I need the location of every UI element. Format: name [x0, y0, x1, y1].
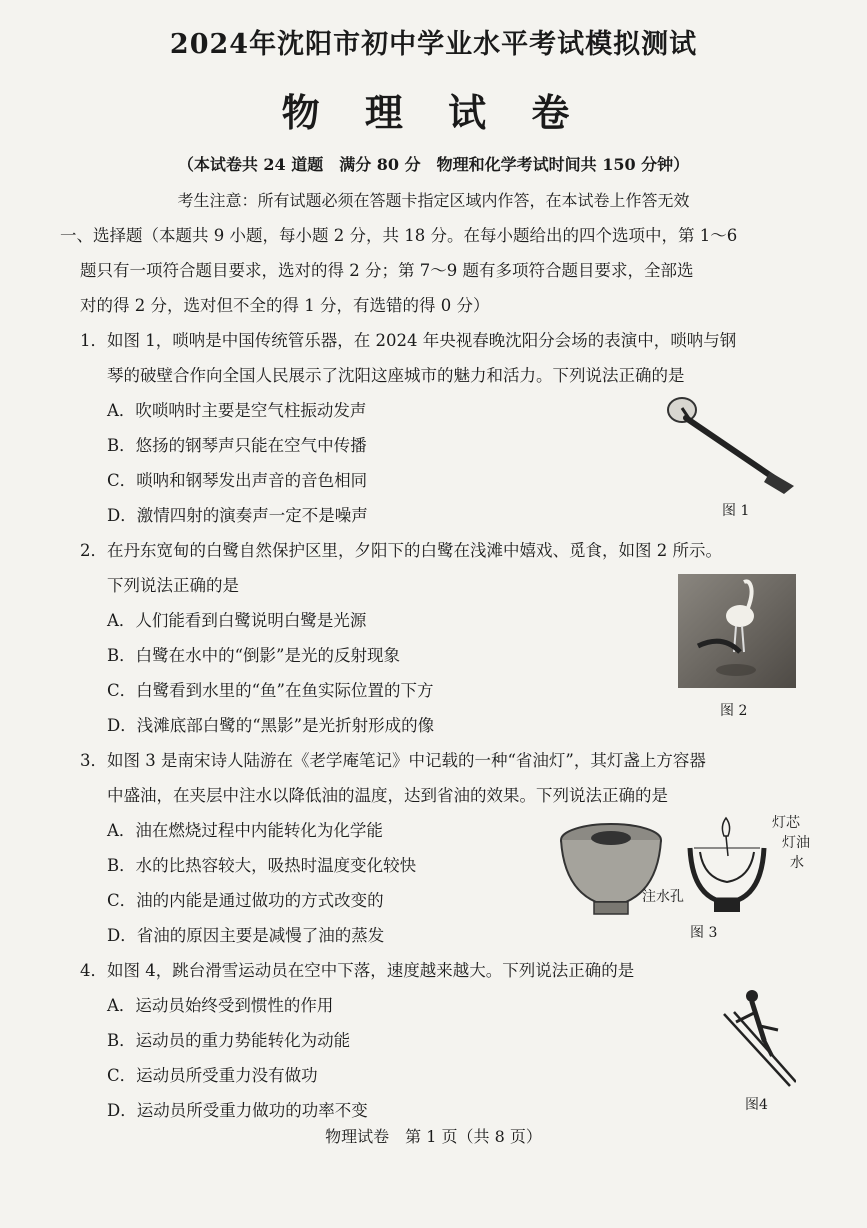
exam-notice: 考生注意：所有试题必须在答题卡指定区域内作答，在本试卷上作答无效 — [177, 191, 690, 210]
suona-figure — [660, 390, 800, 495]
question-4-stem: 4．如图 4，跳台滑雪运动员在空中下落，速度越来越大。下列说法正确的是 — [80, 961, 635, 980]
figure-3-label: 图 3 — [690, 925, 718, 941]
question-2-option-c: C．白鹭看到水里的“鱼”在鱼实际位置的下方 — [107, 681, 434, 700]
figure-1-label: 图 1 — [722, 503, 750, 519]
egret-photo-figure — [678, 574, 796, 688]
question-4-option-a: A．运动员始终受到惯性的作用 — [107, 996, 334, 1015]
exam-title: 2024年沈阳市初中学业水平考试模拟测试 — [169, 29, 698, 60]
question-1-stem: 1．如图 1，唢呐是中国传统管乐器，在 2024 年央视春晚沈阳分会场的表演中，唢呐与钢 — [80, 331, 737, 350]
exam-info: （本试卷共 24 道题 满分 80 分 物理和化学考试时间共 150 分钟） — [177, 155, 690, 174]
question-4-option-b: B．运动员的重力势能转化为动能 — [107, 1031, 351, 1050]
figure-4-label: 图4 — [745, 1097, 768, 1113]
figure-3-part-water: 水 — [790, 855, 804, 871]
figure-3-part-oil: 灯油 — [782, 835, 810, 851]
question-3-stem: 中盛油，在夹层中注水以降低油的温度，达到省油的效果。下列说法正确的是 — [107, 786, 668, 805]
question-2-option-a: A．人们能看到白鹭说明白鹭是光源 — [107, 611, 367, 630]
question-2-option-b: B．白鹭在水中的“倒影”是光的反射现象 — [107, 646, 400, 665]
question-1-stem: 琴的破壁合作向全国人民展示了沈阳这座城市的魅力和活力。下列说法正确的是 — [107, 366, 685, 385]
question-3-option-c: C．油的内能是通过做功的方式改变的 — [107, 891, 384, 910]
question-2-stem: 下列说法正确的是 — [107, 576, 239, 595]
question-4-option-d: D．运动员所受重力做功的功率不变 — [107, 1101, 368, 1120]
question-2-stem: 2．在丹东宽甸的白鹭自然保护区里，夕阳下的白鹭在浅滩中嬉戏、觅食，如图 2 所示。 — [80, 541, 722, 560]
question-1-option-b: B．悠扬的钢琴声只能在空气中传播 — [107, 436, 367, 455]
question-3-option-d: D．省油的原因主要是减慢了油的蒸发 — [107, 926, 385, 945]
question-1-option-a: A．吹唢呐时主要是空气柱振动发声 — [107, 401, 367, 420]
question-1-option-c: C．唢呐和钢琴发出声音的音色相同 — [107, 471, 368, 490]
page-footer: 物理试卷 第 1 页（共 8 页） — [325, 1127, 542, 1146]
figure-3-part-wick: 灯芯 — [772, 815, 800, 831]
section-heading-line: 题只有一项符合题目要求，选对的得 2 分；第 7～9 题有多项符合题目要求，全部选 — [80, 261, 694, 280]
ski-jumper-figure — [716, 986, 796, 1088]
question-3-stem: 3．如图 3 是南宋诗人陆游在《老学庵笔记》中记载的一种“省油灯”，其灯盏上方容器 — [80, 751, 706, 770]
question-3-option-a: A．油在燃烧过程中内能转化为化学能 — [107, 821, 383, 840]
section-heading-line: 一、选择题（本题共 9 小题，每小题 2 分，共 18 分。在每小题给出的四个选项中，第 1～6 — [60, 226, 738, 245]
question-2-option-d: D．浅滩底部白鹭的“黑影”是光折射形成的像 — [107, 716, 435, 735]
figure-2-label: 图 2 — [720, 703, 748, 719]
question-4-option-c: C．运动员所受重力没有做功 — [107, 1066, 318, 1085]
figure-3-part-water-hole: 注水孔 — [642, 889, 684, 905]
oil-lamp-diagram-figure — [684, 816, 770, 916]
subject-title: 物 理 试 卷 — [281, 90, 586, 135]
question-1-option-d: D．激情四射的演奏声一定不是噪声 — [107, 506, 368, 525]
section-heading-line: 对的得 2 分，选对但不全的得 1 分，有选错的得 0 分） — [80, 296, 490, 315]
question-3-option-b: B．水的比热容较大，吸热时温度变化较快 — [107, 856, 417, 875]
